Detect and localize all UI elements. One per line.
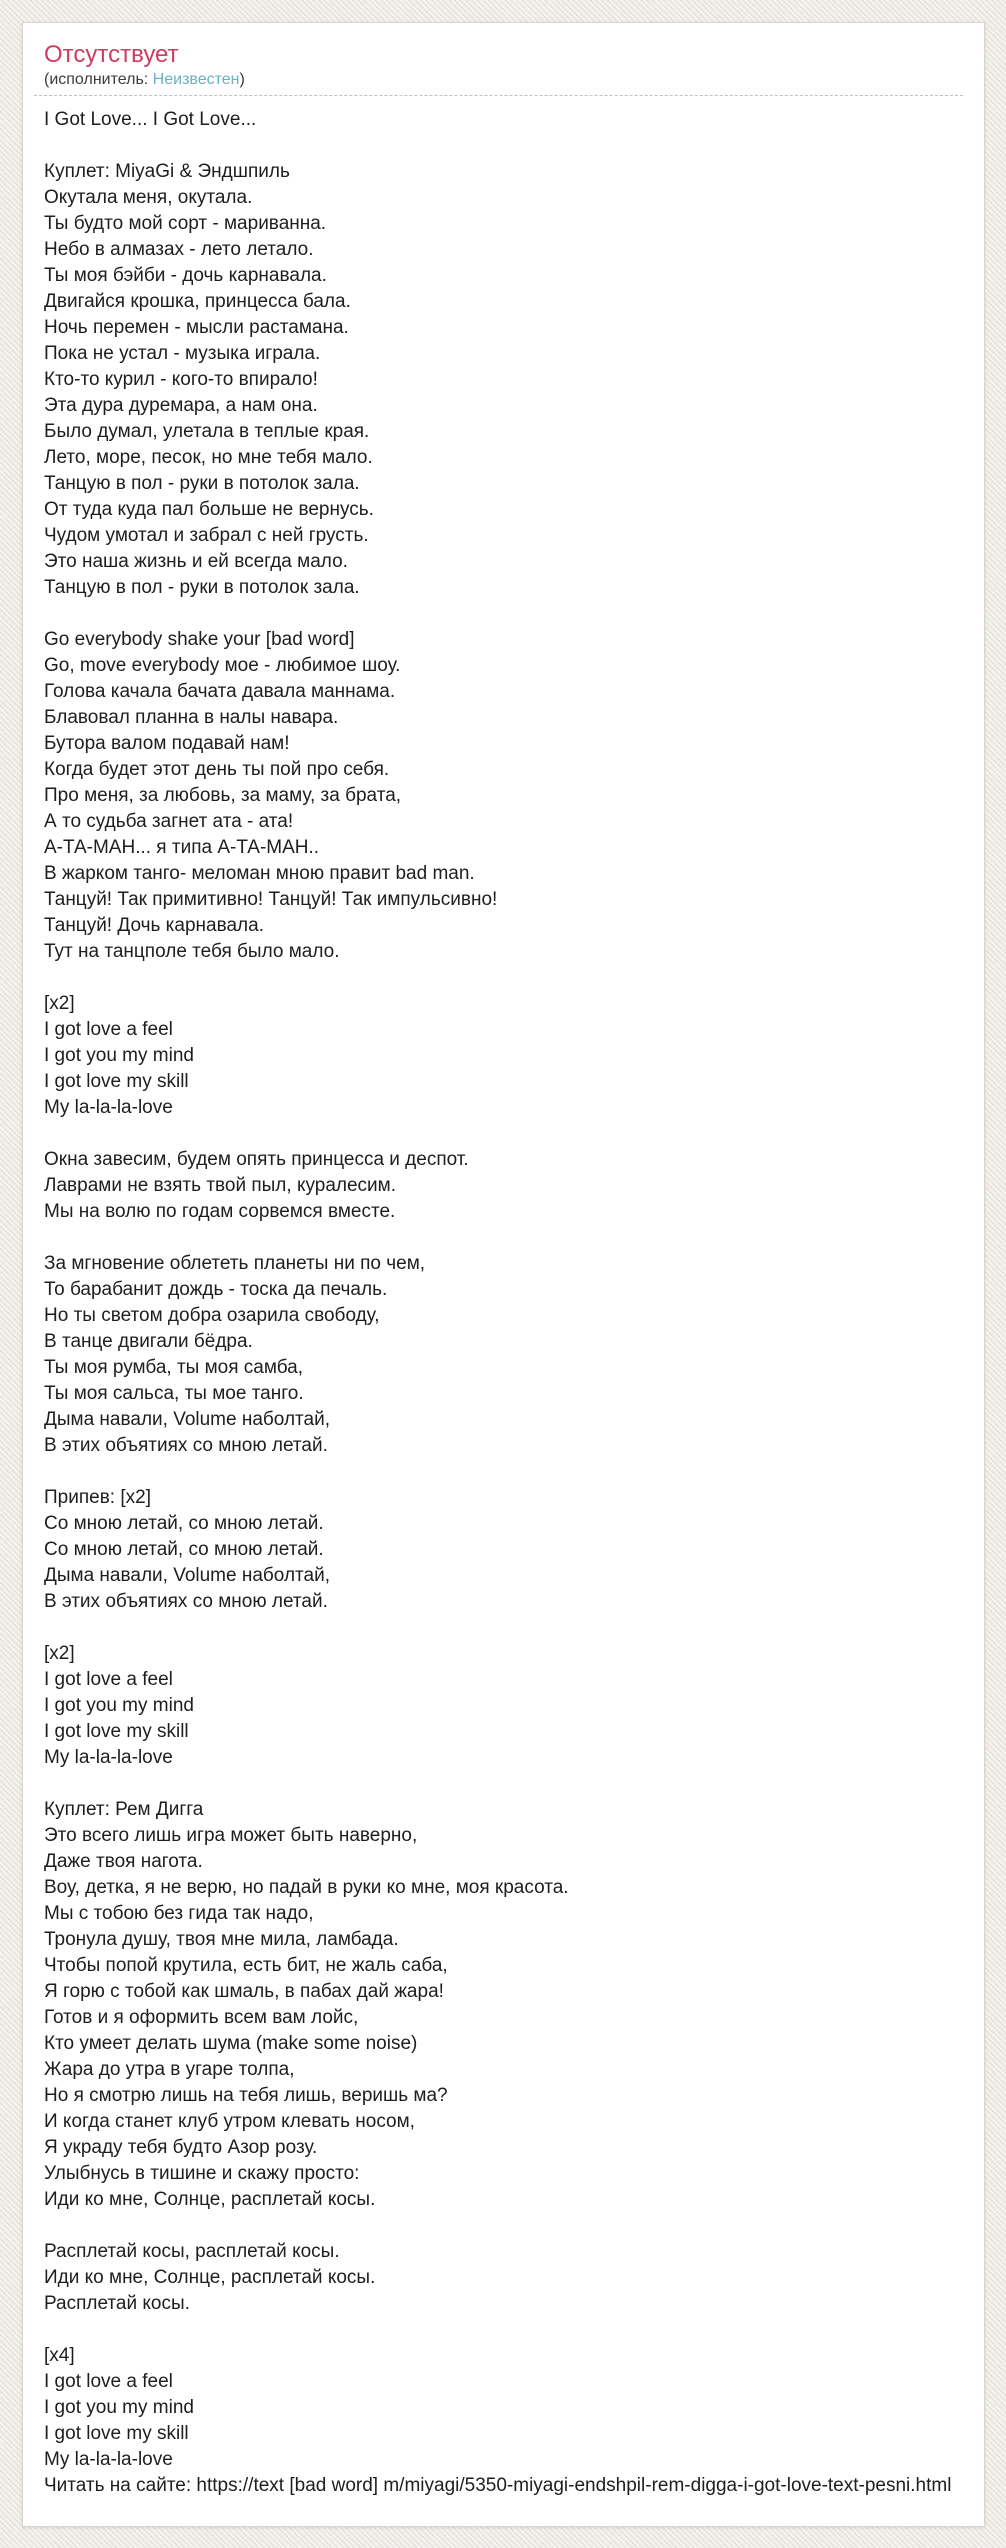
lyric-line: Окутала меня, окутала. bbox=[44, 187, 253, 208]
lyric-line bbox=[44, 1225, 963, 1251]
lyric-line: I got love my skill bbox=[44, 1721, 189, 1742]
lyric-line: Читать на сайте: https://text [bad word] m/miyagi/5350-miyagi-endshpil-rem-digga-i-got-love-text-pesni.html bbox=[44, 2475, 952, 2496]
lyric-line: Блавовал планна в налы навара. bbox=[44, 707, 339, 728]
lyric-line: Тронула душу, твоя мне мила, ламбада. bbox=[44, 1929, 399, 1950]
lyric-line: I got love a feel bbox=[44, 1669, 173, 1690]
lyric-line: [x2] bbox=[44, 993, 75, 1014]
song-title: Отсутствует bbox=[44, 41, 179, 68]
lyric-line: Танцуй! Так примитивно! Танцуй! Так импульсивно! bbox=[44, 889, 498, 910]
lyric-line: Со мною летай, со мною летай. bbox=[44, 1513, 324, 1534]
lyric-line: Мы с тобою без гида так надо, bbox=[44, 1903, 314, 1924]
lyric-line: За мгновение облететь планеты ни по чем, bbox=[44, 1253, 426, 1274]
lyric-line: I got you my mind bbox=[44, 1695, 194, 1716]
lyrics-text bbox=[44, 107, 963, 2499]
lyric-line: В танце двигали бёдра. bbox=[44, 1331, 253, 1352]
lyric-line: Кто умеет делать шума (make some noise) bbox=[44, 2033, 418, 2054]
lyric-line: Я украду тебя будто Азор розу. bbox=[44, 2137, 318, 2158]
lyric-line: [x2] bbox=[44, 1643, 75, 1664]
lyric-line: Танцуй! Дочь карнавала. bbox=[44, 915, 264, 936]
lyric-line bbox=[44, 1459, 963, 1485]
lyric-line: My la-la-la-love bbox=[44, 1747, 173, 1768]
lyric-line: Кто-то курил - кого-то впирало! bbox=[44, 369, 318, 390]
lyric-line: Ты моя сальса, ты мое танго. bbox=[44, 1383, 304, 1404]
lyric-line: Иди ко мне, Солнце, расплетай косы. bbox=[44, 2267, 376, 2288]
lyric-line: Тут на танцполе тебя было мало. bbox=[44, 941, 340, 962]
lyric-line: Когда будет этот день ты пой про себя. bbox=[44, 759, 390, 780]
lyric-line: А то судьба загнет ата - ата! bbox=[44, 811, 294, 832]
lyric-line: Чудом умотал и забрал с ней грусть. bbox=[44, 525, 369, 546]
lyric-line: I got love a feel bbox=[44, 1019, 173, 1040]
lyric-line: My la-la-la-love bbox=[44, 2449, 173, 2470]
lyric-line: I Got Love... I Got Love... bbox=[44, 109, 257, 130]
lyric-line: Даже твоя нагота. bbox=[44, 1851, 203, 1872]
lyric-line: Расплетай косы, расплетай косы. bbox=[44, 2241, 340, 2262]
lyric-line: Я горю с тобой как шмаль, в пабах дай жара! bbox=[44, 1981, 444, 2002]
lyric-line bbox=[44, 601, 963, 627]
lyric-line: Танцую в пол - руки в потолок зала. bbox=[44, 577, 360, 598]
lyric-line: Дыма навали, Volume наболтай, bbox=[44, 1409, 330, 1430]
lyric-line: Было думал, улетала в теплые края. bbox=[44, 421, 370, 442]
lyric-line bbox=[44, 133, 963, 159]
lyric-line: В этих объятиях со мною летай. bbox=[44, 1591, 328, 1612]
lyric-line bbox=[44, 1771, 963, 1797]
lyric-line: Дыма навали, Volume наболтай, bbox=[44, 1565, 330, 1586]
lyric-line: Мы на волю по годам сорвемся вместе. bbox=[44, 1201, 396, 1222]
lyric-line: Улыбнусь в тишине и скажу просто: bbox=[44, 2163, 360, 2184]
lyric-line: Окна завесим, будем опять принцесса и деспот. bbox=[44, 1149, 469, 1170]
lyric-line: А-ТА-МАН... я типа А-ТА-МАН.. bbox=[44, 837, 320, 858]
lyric-line: Жара до утра в угаре толпа, bbox=[44, 2059, 295, 2080]
page-header bbox=[34, 40, 963, 96]
lyric-line bbox=[44, 2317, 963, 2343]
lyric-line: Бутора валом подавай нам! bbox=[44, 733, 290, 754]
lyric-line: Лаврами не взять твой пыл, куралесим. bbox=[44, 1175, 397, 1196]
lyric-line: I got love a feel bbox=[44, 2371, 173, 2392]
lyric-line: Чтобы попой крутила, есть бит, не жаль саба, bbox=[44, 1955, 448, 1976]
lyric-line: Но я смотрю лишь на тебя лишь, веришь ма? bbox=[44, 2085, 448, 2106]
lyric-line bbox=[44, 965, 963, 991]
lyric-line bbox=[44, 1615, 963, 1641]
lyric-line: Куплет: MiyaGi & Эндшпиль bbox=[44, 161, 290, 182]
lyric-line: Небо в алмазах - лето летало. bbox=[44, 239, 314, 260]
lyric-line: Это всего лишь игра может быть наверно, bbox=[44, 1825, 418, 1846]
lyric-line: От туда куда пал больше не вернусь. bbox=[44, 499, 374, 520]
lyric-line: Воу, детка, я не верю, но падай в руки ко мне, моя красота. bbox=[44, 1877, 569, 1898]
lyric-line: То барабанит дождь - тоска да печаль. bbox=[44, 1279, 388, 1300]
lyric-line: Ты моя бэйби - дочь карнавала. bbox=[44, 265, 327, 286]
lyric-line: I got love my skill bbox=[44, 2423, 189, 2444]
lyric-line bbox=[44, 1121, 963, 1147]
lyric-line: Голова качала бачата давала маннама. bbox=[44, 681, 396, 702]
lyric-line: Про меня, за любовь, за маму, за брата, bbox=[44, 785, 402, 806]
lyric-line: Эта дура дуремара, а нам она. bbox=[44, 395, 318, 416]
lyric-line: My la-la-la-love bbox=[44, 1097, 173, 1118]
lyric-line: I got love my skill bbox=[44, 1071, 189, 1092]
lyric-line: И когда станет клуб утром клевать носом, bbox=[44, 2111, 415, 2132]
lyric-line: Ты будто мой сорт - мариванна. bbox=[44, 213, 327, 234]
lyric-line: Со мною летай, со мною летай. bbox=[44, 1539, 324, 1560]
artist-line bbox=[44, 69, 963, 90]
artist-label-prefix: (исполнитель: bbox=[44, 71, 149, 88]
lyric-line bbox=[44, 2213, 963, 2239]
lyric-line: Ты моя румба, ты моя самба, bbox=[44, 1357, 304, 1378]
lyric-line: Это наша жизнь и ей всегда мало. bbox=[44, 551, 348, 572]
lyric-line: Go, move everybody мое - любимое шоу. bbox=[44, 655, 401, 676]
lyric-line: Go everybody shake your [bad word] bbox=[44, 629, 355, 650]
lyric-line: Иди ко мне, Солнце, расплетай косы. bbox=[44, 2189, 376, 2210]
lyric-line: В этих объятиях со мною летай. bbox=[44, 1435, 328, 1456]
artist-label-suffix: ) bbox=[239, 71, 245, 88]
artist-link[interactable]: Неизвестен bbox=[152, 71, 240, 88]
lyric-line: Припев: [x2] bbox=[44, 1487, 151, 1508]
lyric-line: Танцую в пол - руки в потолок зала. bbox=[44, 473, 360, 494]
lyric-line: Куплет: Рем Дигга bbox=[44, 1799, 204, 1820]
lyric-line: [x4] bbox=[44, 2345, 75, 2366]
lyrics-card bbox=[22, 22, 985, 2527]
lyric-line: В жарком танго- меломан мною правит bad man. bbox=[44, 863, 475, 884]
lyric-line: Готов и я оформить всем вам лойс, bbox=[44, 2007, 359, 2028]
lyric-line: Но ты светом добра озарила свободу, bbox=[44, 1305, 380, 1326]
lyric-line: Пока не устал - музыка играла. bbox=[44, 343, 321, 364]
lyric-line: I got you my mind bbox=[44, 2397, 194, 2418]
lyric-line: I got you my mind bbox=[44, 1045, 194, 1066]
lyric-line: Лето, море, песок, но мне тебя мало. bbox=[44, 447, 373, 468]
lyric-line: Ночь перемен - мысли растамана. bbox=[44, 317, 349, 338]
lyric-line: Расплетай косы. bbox=[44, 2293, 190, 2314]
lyric-line: Двигайся крошка, принцесса бала. bbox=[44, 291, 351, 312]
